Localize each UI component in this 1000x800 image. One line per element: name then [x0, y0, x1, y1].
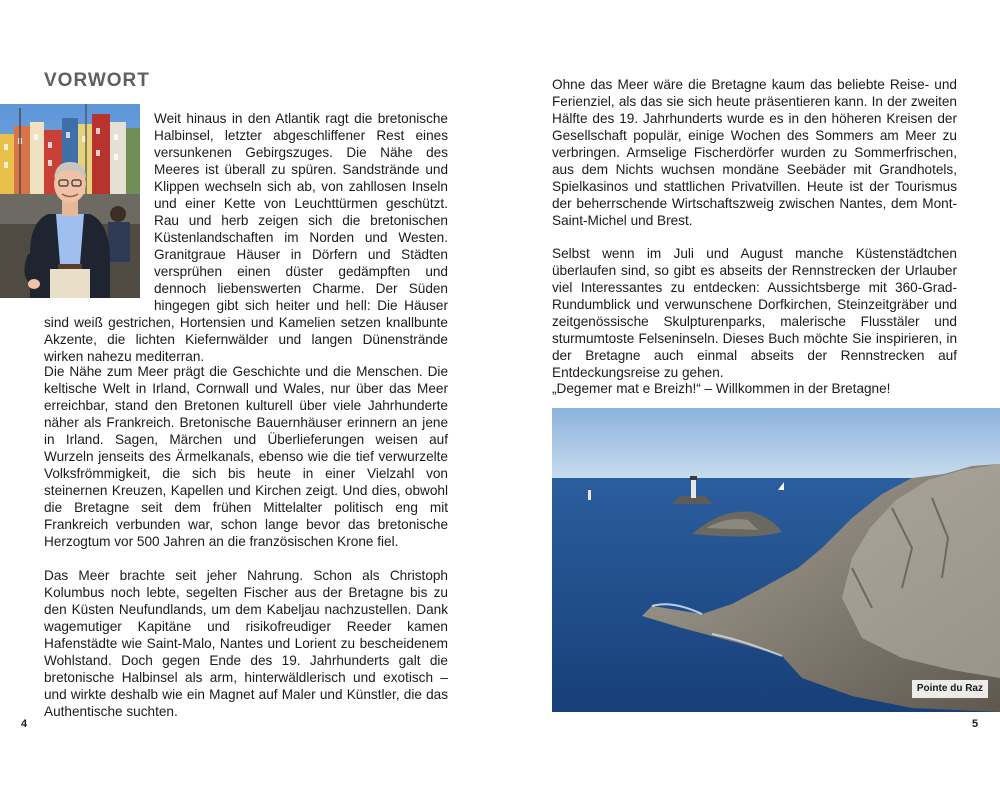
page-number-left: 4 — [21, 718, 28, 730]
paragraph-welcome: „Degemer mat e Breizh!“ – Willkommen in der Bretagne! — [552, 381, 891, 396]
paragraph-intro — [44, 110, 448, 365]
author-photo — [0, 104, 140, 298]
coast-photo — [552, 408, 1000, 712]
paragraph-text: Weit hinaus in den Atlantik ragt die bretonische Halbinsel, letzter abgeschliffener Rest eines versunkenen Gebirgszuges. Die Nähe des Meeres ist überall zu spüren. Sandstrände und Klippen wechseln sich ab, von zahllosen Inseln und einer Kette von Leuchttürmen geschützt. Rau und herb zeigen sich die bretonischen Küstenlandschaften im Norden und Westen. Granitgraue Häuser in Dörfern und Städten versprühen einen düster gedämpften und dennoch liebenswerten Charme. Der Süden hingegen gibt sich heiter und hell: Die Häuser sind weiß gestrichen, Hortensien und Kamelien setzen knallbunte Akzente, die lichten Kiefernwälder und langen Dünenstrände wirken nahezu mediterran. — [44, 111, 448, 364]
right-page — [500, 0, 1000, 800]
page-number-right: 5 — [972, 718, 979, 730]
photo-caption: Pointe du Raz — [912, 680, 988, 698]
paragraph-explore: Selbst wenn im Juli und August manche Küstenstädtchen überlaufen sind, so gibt es abseits der Rennstrecken der Urlauber viel Interessantes zu entdecken: Aussichtsberge mit 360-Grad-Rundumblick und verwunschene Dorfkirchen, Steinzeitgräber und zeitgenössische Skulpturenparks, malerische Flusstäler und sturmumtoste Felseninseln. Dieses Buch möchte Sie inspirieren, in der Bretagne auch einmal abseits der Rennstrecken auf Entdeckungsreise zu gehen. — [552, 246, 957, 380]
paragraph-tourism: Ohne das Meer wäre die Bretagne kaum das beliebte Reise- und Ferienziel, als das sie sich heute präsentieren kann. In der zweiten Hälfte des 19. Jahrhunderts wurde es in den höheren Kreisen der Gesellschaft populär, einige Wochen des Sommers am Meer zu verbringen. Armselige Fischerdörfer wurden zu Sommerfrischen, aus dem Nichts wuchsen mondäne Seebäder mit Grandhotels, Spielkasinos und stattlichen Privatvillen. Heute ist der Tourismus der beherrschende Wirtschaftszweig zwischen Nantes, dem Mont-Saint-Michel und Brest. — [552, 77, 957, 228]
paragraph-history: Die Nähe zum Meer prägt die Geschichte und die Menschen. Die keltische Welt in Irland, Cornwall und Wales, nur über das Meer erreichbar, stand den Bretonen kulturell über viele Jahrhunderte näher als Frankreich. Bretonische Bauernhäuser erinnern an jene in Irland. Sagen, Märchen und Überlieferungen weisen auf Wurzeln jenseits des Ärmelkanals, ebenso wie die tief verwurzelte Volksfrömmigkeit, die sich bis heute in einer Vielzahl von steinernen Kreuzen, Kapellen und Kirchen zeigt. Und dies, obwohl die Bretagne seit dem frühen Mittelalter politisch eng mit Frankreich verbunden war, schon lange bevor das bretonische Herzogtum vor 500 Jahren an die französischen Krone fiel. — [44, 364, 448, 549]
paragraph-sea: Das Meer brachte seit jeher Nahrung. Schon als Christoph Kolumbus noch lebte, segelten Fischer aus der Bretagne bis zu den Küsten Neufundlands, um dem Kabeljau nachzustellen. Dank wagemutiger Kapitäne und risikofreudiger Reeder kamen Hafenstädte wie Saint-Malo, Nantes und Lorient zu bescheidenem Wohlstand. Doch gegen Ende des 19. Jahrhunderts galt die bretonische Halbinsel als arm, hinterwäldlerisch und exotisch – und wirkte deshalb wie ein Magnet auf Maler und Künstler, die das Authentische suchten. — [44, 568, 448, 719]
chapter-heading: VORWORT — [44, 70, 150, 91]
